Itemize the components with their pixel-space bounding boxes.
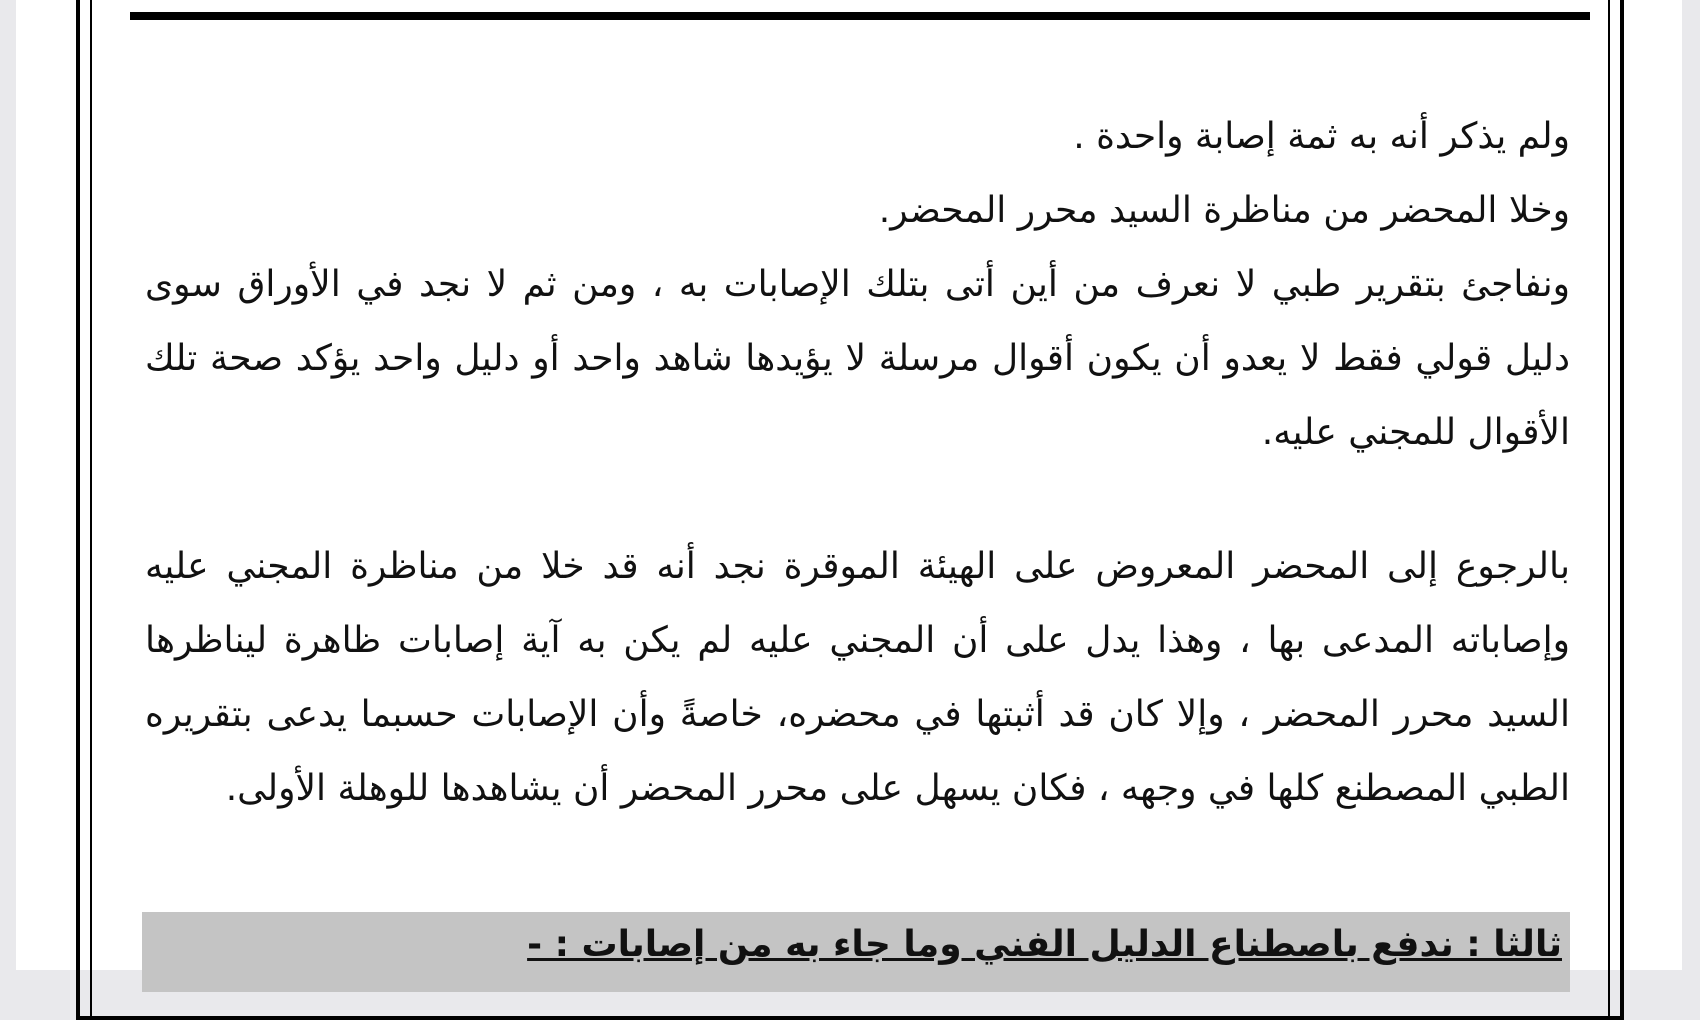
paragraph-medical-report: ونفاجئ بتقرير طبي لا نعرف من أين أتى بتلك الإصابات به ، ومن ثم لا نجد في الأوراق سوى دليل قولي فقط لا يعدو أن يكون أقوال مرسلة لا يؤيدها شاهد واحد أو دليل واحد يؤكد صحة تلك الأقوال للمجني عليه. — [145, 264, 1570, 453]
paragraph-report-review: بالرجوع إلى المحضر المعروض على الهيئة الموقرة نجد أنه قد خلا من مناظرة المجني عليه وإصاباته المدعى بها ، وهذا يدل على أن المجني عليه لم يكن به آية إصابات ظاهرة ليناظرها السيد محرر المحضر ، وإلا كان قد أثبتها في محضره، خاصةً وأن الإصابات حسبما يدعى بتقريره الطبي المصطنع كلها في وجهه ، فكان يسهل على محرر المحضر أن يشاهدها للوهلة الأولى. — [145, 546, 1570, 809]
paragraph-no-inspection: وخلا المحضر من مناظرة السيد محرر المحضر. — [878, 190, 1570, 231]
paragraph-no-injury: ولم يذكر أنه به ثمة إصابة واحدة . — [1073, 116, 1570, 157]
section-heading: ثالثا : ندفع باصطناع الدليل الفني وما جاء به من إصابات : - — [527, 924, 1562, 965]
paragraph-spacer — [145, 470, 1570, 530]
document-body — [145, 100, 1570, 826]
top-horizontal-rule — [130, 12, 1590, 20]
